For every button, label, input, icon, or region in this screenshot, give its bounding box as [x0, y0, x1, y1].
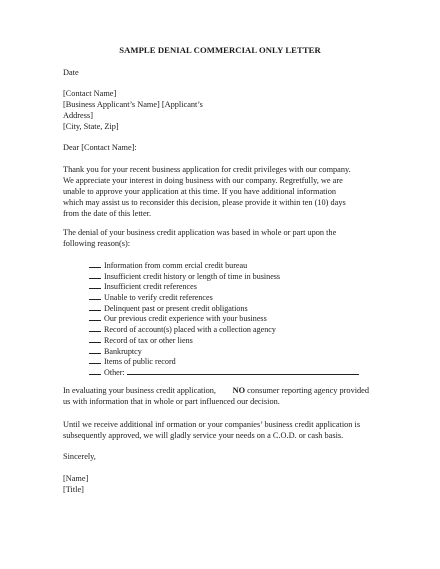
address-city-state-zip: [City, State, Zip]	[63, 122, 119, 131]
reason-item-other	[89, 367, 359, 378]
no-emphasis: NO	[232, 386, 246, 395]
reason-label: Items of public record	[104, 357, 176, 367]
intro-line: which may assist us to reconsider this decision, please provide it within ten (10) days	[63, 198, 346, 207]
denial-line: following reason(s):	[63, 239, 131, 248]
checkbox-blank[interactable]	[89, 292, 101, 300]
intro-line: unable to approve your application at this time. If you have additional information	[63, 187, 337, 196]
evaluating-paragraph	[63, 385, 393, 407]
address-applicant-name: [Business Applicant’s Name] [Applicant’s	[63, 100, 203, 109]
address-line: Address]	[63, 111, 93, 120]
checkbox-blank[interactable]	[89, 324, 101, 332]
reason-item	[89, 292, 359, 303]
salutation: Dear [Contact Name]:	[63, 143, 137, 152]
reason-item	[89, 303, 359, 314]
reason-item	[89, 281, 359, 292]
reason-item	[89, 346, 359, 357]
reason-label: Unable to verify credit references	[104, 293, 213, 303]
checkbox-blank[interactable]	[89, 303, 101, 311]
denial-line: The denial of your business credit application was based in whole or part upon the	[63, 228, 337, 237]
checkbox-blank[interactable]	[89, 271, 101, 279]
reason-label: Bankruptcy	[104, 346, 142, 356]
date-line: Date	[63, 68, 79, 77]
checkbox-blank[interactable]	[89, 313, 101, 321]
checkbox-blank[interactable]	[89, 281, 101, 289]
evaluating-line	[63, 385, 393, 396]
checkbox-blank[interactable]	[89, 260, 101, 268]
letter-title: SAMPLE DENIAL COMMERCIAL ONLY LETTER	[119, 45, 321, 55]
checkbox-blank[interactable]	[89, 367, 101, 375]
evaluating-line: us with information that in whole or part influenced our decision.	[63, 397, 280, 406]
signature-title: [Title]	[63, 485, 84, 494]
address-contact-name: [Contact Name]	[63, 89, 117, 98]
until-line: Until we receive additional inf ormation or your companies’ business credit application is	[63, 420, 361, 429]
checkbox-blank[interactable]	[89, 356, 101, 364]
reason-item	[89, 356, 359, 367]
checkbox-blank[interactable]	[89, 335, 101, 343]
reason-label: Record of account(s) placed with a collection agency	[104, 325, 276, 335]
intro-line: We appreciate your interest in doing business with our company. Regretfully, we are	[63, 176, 343, 185]
intro-line: from the date of this letter.	[63, 209, 152, 218]
closing: Sincerely,	[63, 452, 96, 461]
until-line: subsequently approved, we will gladly service your needs on a C.O.D. or cash basis.	[63, 431, 344, 440]
reason-item	[89, 313, 359, 324]
reason-label: Other:	[104, 367, 125, 377]
reason-label: Delinquent past or present credit obligations	[104, 303, 248, 313]
reason-item	[89, 324, 359, 335]
signature-name: [Name]	[63, 474, 89, 483]
checkbox-blank[interactable]	[89, 346, 101, 354]
reason-label: Information from comm ercial credit bureau	[104, 261, 248, 270]
reason-label: Insufficient credit references	[104, 282, 197, 292]
denial-paragraph	[63, 227, 393, 249]
reason-item	[89, 271, 359, 282]
evaluating-text: In evaluating your business credit application,	[63, 386, 216, 395]
reason-label: Record of tax or other liens	[104, 335, 193, 345]
reason-item	[89, 260, 359, 271]
evaluating-text: consumer reporting agency provided	[247, 386, 370, 395]
until-paragraph	[63, 419, 393, 441]
reason-checklist	[89, 260, 359, 378]
reason-label: Insufficient credit history or length of time in business	[104, 271, 281, 281]
reason-item	[89, 335, 359, 346]
intro-line: Thank you for your recent business application for credit privileges with our company.	[63, 165, 351, 174]
intro-paragraph	[63, 164, 393, 219]
reason-label: Our previous credit experience with your business	[104, 314, 267, 324]
other-reason-field[interactable]	[127, 367, 359, 375]
